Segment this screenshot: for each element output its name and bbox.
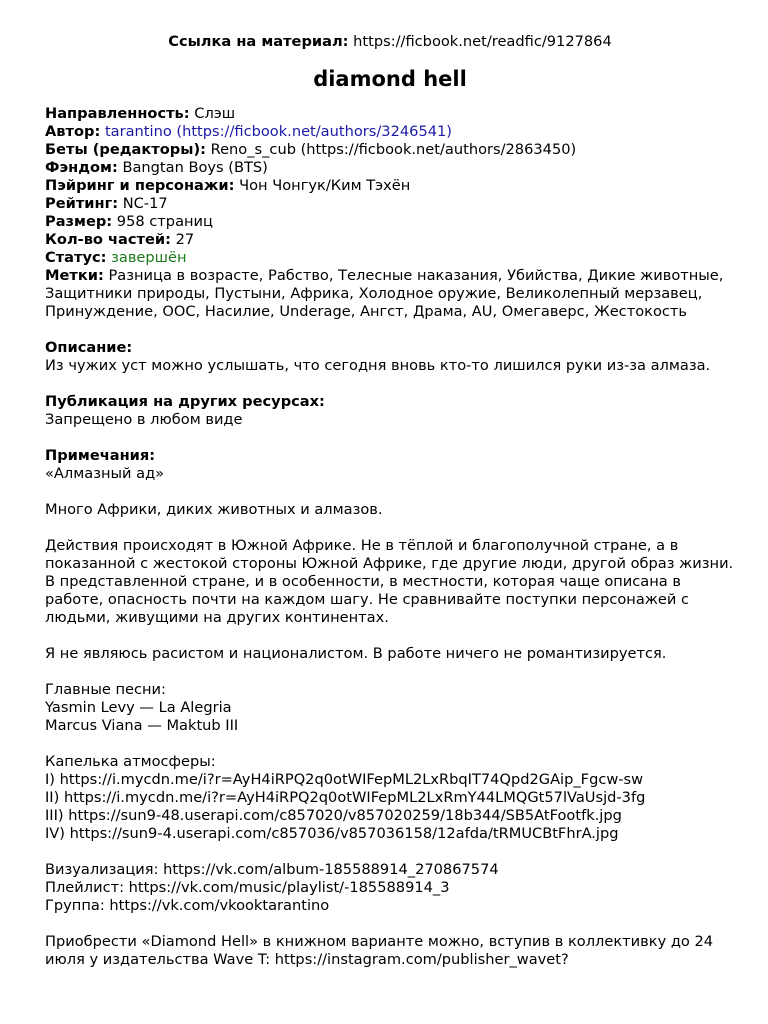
parts-value: 27 <box>175 231 195 248</box>
pairing-label: Пэйринг и персонажи: <box>45 177 235 194</box>
source-line <box>45 32 735 52</box>
document-title: diamond hell <box>313 67 467 91</box>
status-badge: завершён <box>111 249 187 266</box>
document-page <box>45 32 735 969</box>
notes-section <box>45 447 735 969</box>
size-value: 958 страниц <box>116 213 213 230</box>
spacer <box>45 915 735 933</box>
atmosphere-link[interactable]: III) https://sun9-48.userapi.com/c857020/v857020259/18b344/SB5AtFootfk.jpg <box>45 807 622 824</box>
meta-rating <box>45 195 735 213</box>
description-text: Из чужих уст можно услышать, что сегодня вновь кто-то лишился руки из-за алмаза. <box>45 357 711 374</box>
author-label: Автор: <box>45 123 101 140</box>
pairing-value: Чон Чонгук/Ким Тэхён <box>239 177 411 194</box>
rating-label: Рейтинг: <box>45 195 119 212</box>
meta-tags <box>45 267 735 321</box>
group-link[interactable]: Группа: https://vk.com/vkooktarantino <box>45 897 330 914</box>
notes-paragraph-1: Много Африки, диких животных и алмазов. <box>45 501 383 518</box>
atmosphere-link[interactable]: I) https://i.mycdn.me/i?r=AyH4iRPQ2q0otWIFepML2LxRbqIT74Qpd2GAip_Fgcw-sw <box>45 771 644 788</box>
betas-value: Reno_s_cub (https://ficbook.net/authors/2863450) <box>210 141 577 158</box>
tags-label: Метки: <box>45 267 104 284</box>
author-link[interactable]: tarantino (https://ficbook.net/authors/3246541) <box>104 123 452 140</box>
publication-section <box>45 393 735 429</box>
spacer <box>45 627 735 645</box>
song-item: Yasmin Levy — La Alegria <box>45 699 232 716</box>
source-label: Ссылка на материал: <box>168 33 349 50</box>
publication-heading: Публикация на других ресурсах: <box>45 393 325 410</box>
playlist-link[interactable]: Плейлист: https://vk.com/music/playlist/-185588914_3 <box>45 879 450 896</box>
notes-quote: «Алмазный ад» <box>45 465 165 482</box>
meta-pairing <box>45 177 735 195</box>
meta-author <box>45 123 735 141</box>
meta-status <box>45 249 735 267</box>
visualization-link[interactable]: Визуализация: https://vk.com/album-185588914_270867574 <box>45 861 499 878</box>
size-label: Размер: <box>45 213 113 230</box>
fandom-label: Фэндом: <box>45 159 118 176</box>
description-section <box>45 339 735 375</box>
rating-value: NC-17 <box>122 195 168 212</box>
description-heading: Описание: <box>45 339 133 356</box>
spacer <box>45 483 735 501</box>
spacer <box>45 843 735 861</box>
meta-betas <box>45 141 735 159</box>
notes-paragraph-3: Я не являюсь расистом и националистом. В работе ничего не романтизируется. <box>45 645 667 662</box>
spacer <box>45 735 735 753</box>
fandom-value: Bangtan Boys (BTS) <box>122 159 268 176</box>
spacer <box>45 663 735 681</box>
parts-label: Кол-во частей: <box>45 231 171 248</box>
meta-parts <box>45 231 735 249</box>
songs-heading: Главные песни: <box>45 681 166 698</box>
meta-block <box>45 105 735 321</box>
tags-value: Разница в возрасте, Рабство, Телесные наказания, Убийства, Дикие животные, Защитники природы, Пустыни, Африка, Холодное оружие, Великолепный мерзавец, Принуждение, ООС, Насилие, Underage, Ангст, Драма, AU, Омегаверс, Жестокость <box>45 267 724 320</box>
meta-direction <box>45 105 735 123</box>
notes-heading: Примечания: <box>45 447 156 464</box>
atmosphere-link[interactable]: II) https://i.mycdn.me/i?r=AyH4iRPQ2q0otWIFepML2LxRmY44LMQGt57lVaUsjd-3fg <box>45 789 646 806</box>
meta-fandom <box>45 159 735 177</box>
direction-label: Направленность: <box>45 105 190 122</box>
source-url[interactable]: https://ficbook.net/readfic/9127864 <box>353 33 612 50</box>
atmosphere-link[interactable]: IV) https://sun9-4.userapi.com/c857036/v857036158/12afda/tRMUCBtFhrA.jpg <box>45 825 619 842</box>
publication-text: Запрещено в любом виде <box>45 411 243 428</box>
meta-size <box>45 213 735 231</box>
atmosphere-heading: Капелька атмосферы: <box>45 753 216 770</box>
notes-paragraph-final: Приобрести «Diamond Hell» в книжном варианте можно, вступив в коллективку до 24 июля у издательства Wave T: https://instagram.com/publisher_wavet? <box>45 933 714 968</box>
notes-paragraph-2: Действия происходят в Южной Африке. Не в тёплой и благополучной стране, а в показанной с жестокой стороны Южной Африке, где другие люди, другой образ жизни. В представленной стране, и в особенности, в местности, которая чаще описана в работе, опасность почти на каждом шагу. Не сравнивайте поступки персонажей с людьми, живущими на других континентах. <box>45 537 734 626</box>
betas-label: Беты (редакторы): <box>45 141 206 158</box>
song-item: Marcus Viana — Maktub III <box>45 717 239 734</box>
direction-value: Слэш <box>194 105 236 122</box>
spacer <box>45 519 735 537</box>
status-label: Статус: <box>45 249 107 266</box>
